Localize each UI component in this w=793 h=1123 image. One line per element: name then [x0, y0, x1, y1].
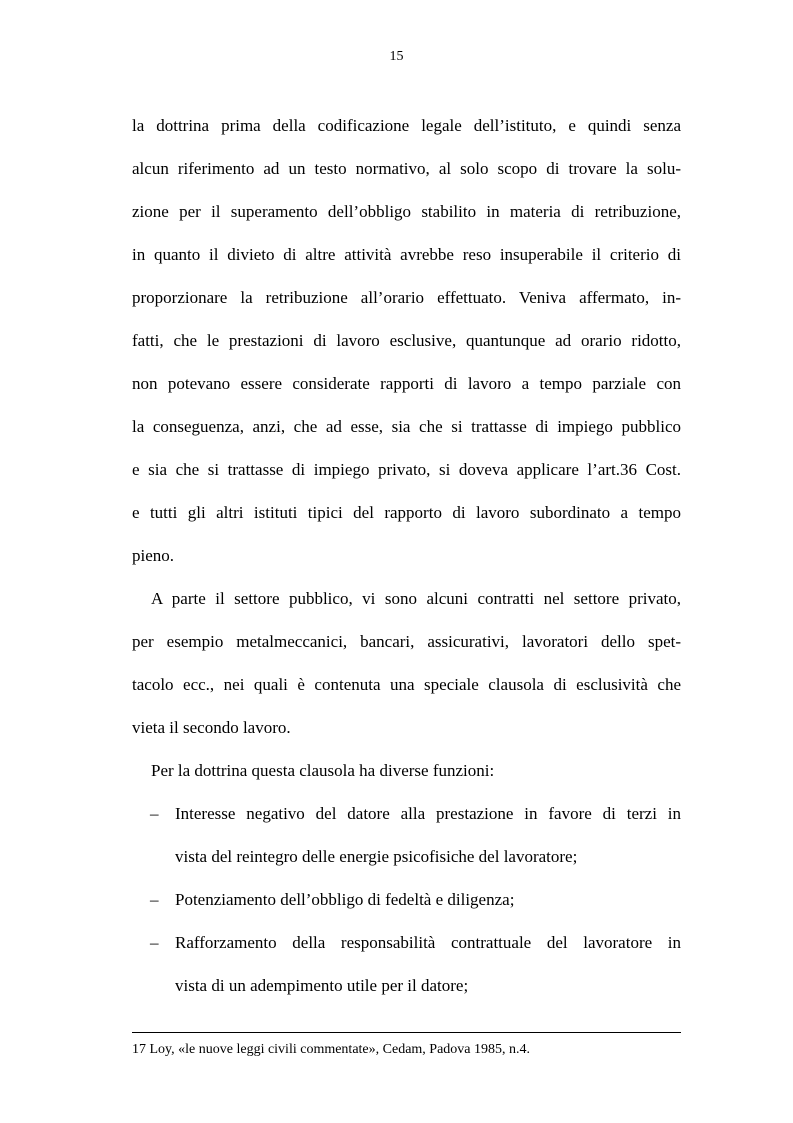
dash-bullet: –	[150, 933, 159, 952]
list-item-line	[132, 798, 681, 841]
paragraph-3	[132, 755, 681, 798]
body-text	[132, 110, 681, 1013]
dash-bullet: –	[150, 890, 159, 909]
list-item	[132, 927, 681, 1013]
text-line: tacolo ecc., nei quali è contenuta una speciale clausola di esclusività che	[132, 675, 681, 694]
list-item-text: Interesse negativo del datore alla prestazione in favore di terzi in	[175, 804, 681, 823]
text-line: proporzionare la retribuzione all’orario effettuato. Veniva affermato, in-	[132, 288, 681, 307]
page-number: 15	[389, 49, 404, 64]
text-line: zione per il superamento dell’obbligo stabilito in materia di retribuzione,	[132, 202, 681, 221]
text-line: in quanto il divieto di altre attività avrebbe reso insuperabile il criterio di	[132, 245, 681, 264]
bullet-list	[132, 798, 681, 1013]
list-item-line	[132, 841, 681, 884]
footnote-divider	[132, 1032, 681, 1033]
list-item-line	[132, 970, 681, 1013]
paragraph-2	[132, 583, 681, 755]
list-item-line	[132, 884, 681, 927]
text-line: fatti, che le prestazioni di lavoro esclusive, quantunque ad orario ridotto,	[132, 331, 681, 350]
footnote: 17 Loy, «le nuove leggi civili commentate», Cedam, Padova 1985, n.4.	[132, 1042, 531, 1057]
text-line: Per la dottrina questa clausola ha diverse funzioni:	[151, 761, 495, 780]
list-item-line	[132, 927, 681, 970]
text-line: vieta il secondo lavoro.	[132, 718, 291, 737]
text-line: la conseguenza, anzi, che ad esse, sia che si trattasse di impiego pubblico	[132, 417, 681, 436]
text-line: A parte il settore pubblico, vi sono alcuni contratti nel settore privato,	[151, 589, 681, 608]
text-line: pieno.	[132, 546, 175, 565]
dash-bullet: –	[150, 804, 159, 823]
text-line: la dottrina prima della codificazione legale dell’istituto, e quindi senza	[132, 116, 681, 135]
list-item-text: vista di un adempimento utile per il datore;	[175, 976, 469, 995]
text-line: per esempio metalmeccanici, bancari, assicurativi, lavoratori dello spet-	[132, 632, 681, 651]
text-line: e tutti gli altri istituti tipici del rapporto di lavoro subordinato a tempo	[132, 503, 681, 522]
text-line: alcun riferimento ad un testo normativo, al solo scopo di trovare la solu-	[132, 159, 681, 178]
text-line: e sia che si trattasse di impiego privato, si doveva applicare l’art.36 Cost.	[132, 460, 681, 479]
list-item	[132, 798, 681, 884]
list-item	[132, 884, 681, 927]
list-item-text: vista del reintegro delle energie psicofisiche del lavoratore;	[175, 847, 578, 866]
paragraph-1	[132, 110, 681, 583]
list-item-text: Potenziamento dell’obbligo di fedeltà e diligenza;	[175, 890, 515, 909]
list-item-text: Rafforzamento della responsabilità contrattuale del lavoratore in	[175, 933, 681, 952]
text-line: non potevano essere considerate rapporti di lavoro a tempo parziale con	[132, 374, 681, 393]
